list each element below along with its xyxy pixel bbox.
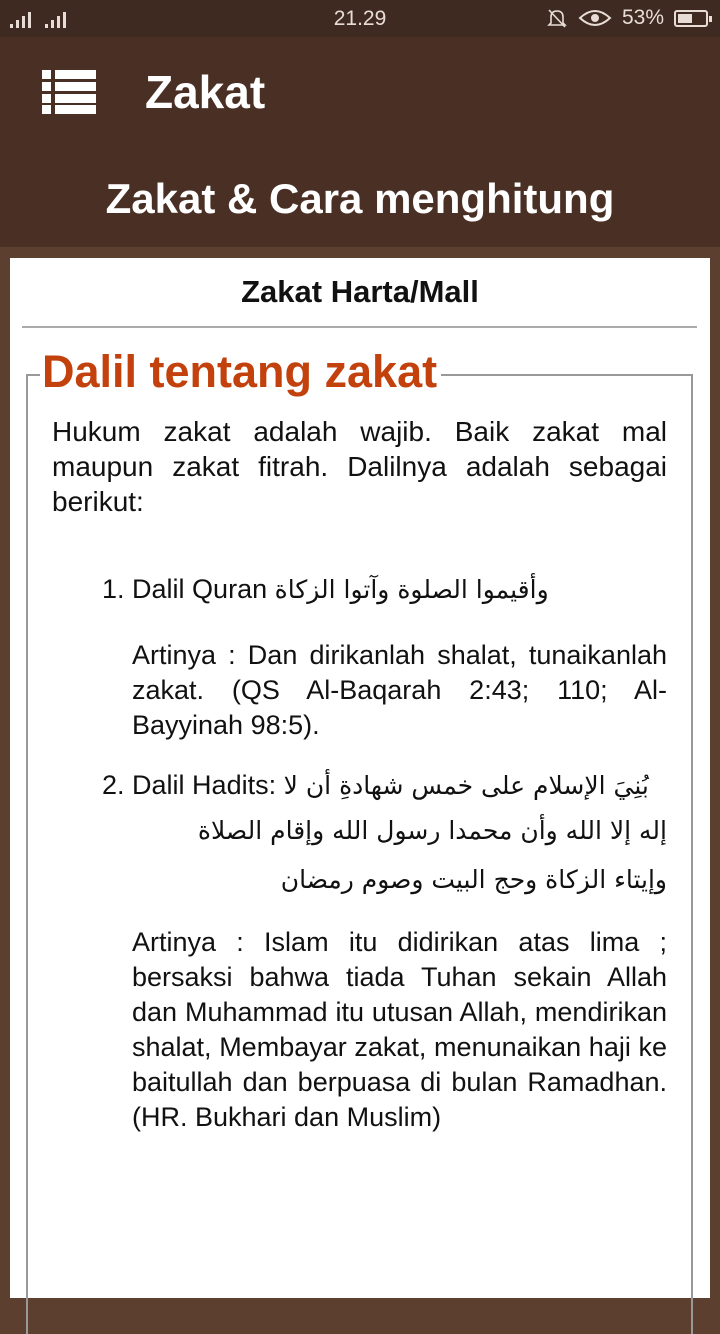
arabic-hadith-line: إله إلا الله وأن محمدا رسول الله وإقام الصلاة bbox=[197, 816, 667, 845]
section-title: Dalil tentang zakat bbox=[40, 346, 441, 398]
item-number: 1. bbox=[102, 574, 125, 604]
arabic-hadith-line: بُنِيَ الإسلام على خمس شهادةِ أن لا bbox=[283, 771, 649, 800]
app-title: Zakat bbox=[145, 66, 266, 118]
mute-bell-icon bbox=[546, 7, 568, 29]
content-card bbox=[10, 258, 710, 1298]
translation-text: Artinya : Islam itu didirikan atas lima ; bersaksi bahwa tiada Tuhan sekain Allah dan Muhammad itu utusan Allah, mendirikan shalat, Membayar zakat, menunaikan haji ke baitullah dan berpuasa di bulan Ramadhan. (HR. Bukhari dan Muslim) bbox=[132, 927, 667, 1132]
intro-text: Hukum zakat adalah wajib. Baik zakat mal maupun zakat fitrah. Dalilnya adalah sebagai berikut: bbox=[52, 416, 667, 517]
arabic-verse: وأقيموا الصلوة وآتوا الزكاة bbox=[274, 575, 549, 604]
arabic-hadith-line: وإيتاء الزكاة وحج البيت وصوم رمضان bbox=[280, 865, 667, 894]
divider bbox=[22, 326, 697, 328]
content-heading: Zakat Harta/Mall bbox=[241, 274, 479, 309]
translation-text: Artinya : Dan dirikanlah shalat, tunaikanlah zakat. (QS Al-Baqarah 2:43; 110; Al-Bayyinah 98:5). bbox=[132, 640, 667, 740]
item-label: Dalil Hadits: bbox=[132, 770, 277, 800]
menu-icon[interactable] bbox=[42, 70, 96, 114]
item-number: 2. bbox=[102, 770, 125, 800]
page-subtitle: Zakat & Cara menghitung bbox=[105, 175, 615, 222]
status-bar bbox=[0, 0, 720, 37]
item-label: Dalil Quran bbox=[132, 574, 268, 604]
list-item bbox=[102, 572, 572, 607]
status-time: 21.29 bbox=[333, 7, 387, 30]
battery-percent: 53% bbox=[621, 6, 664, 29]
list-item bbox=[102, 768, 667, 803]
app-bar bbox=[0, 37, 720, 247]
battery-icon bbox=[674, 10, 708, 27]
eye-icon bbox=[578, 8, 612, 28]
